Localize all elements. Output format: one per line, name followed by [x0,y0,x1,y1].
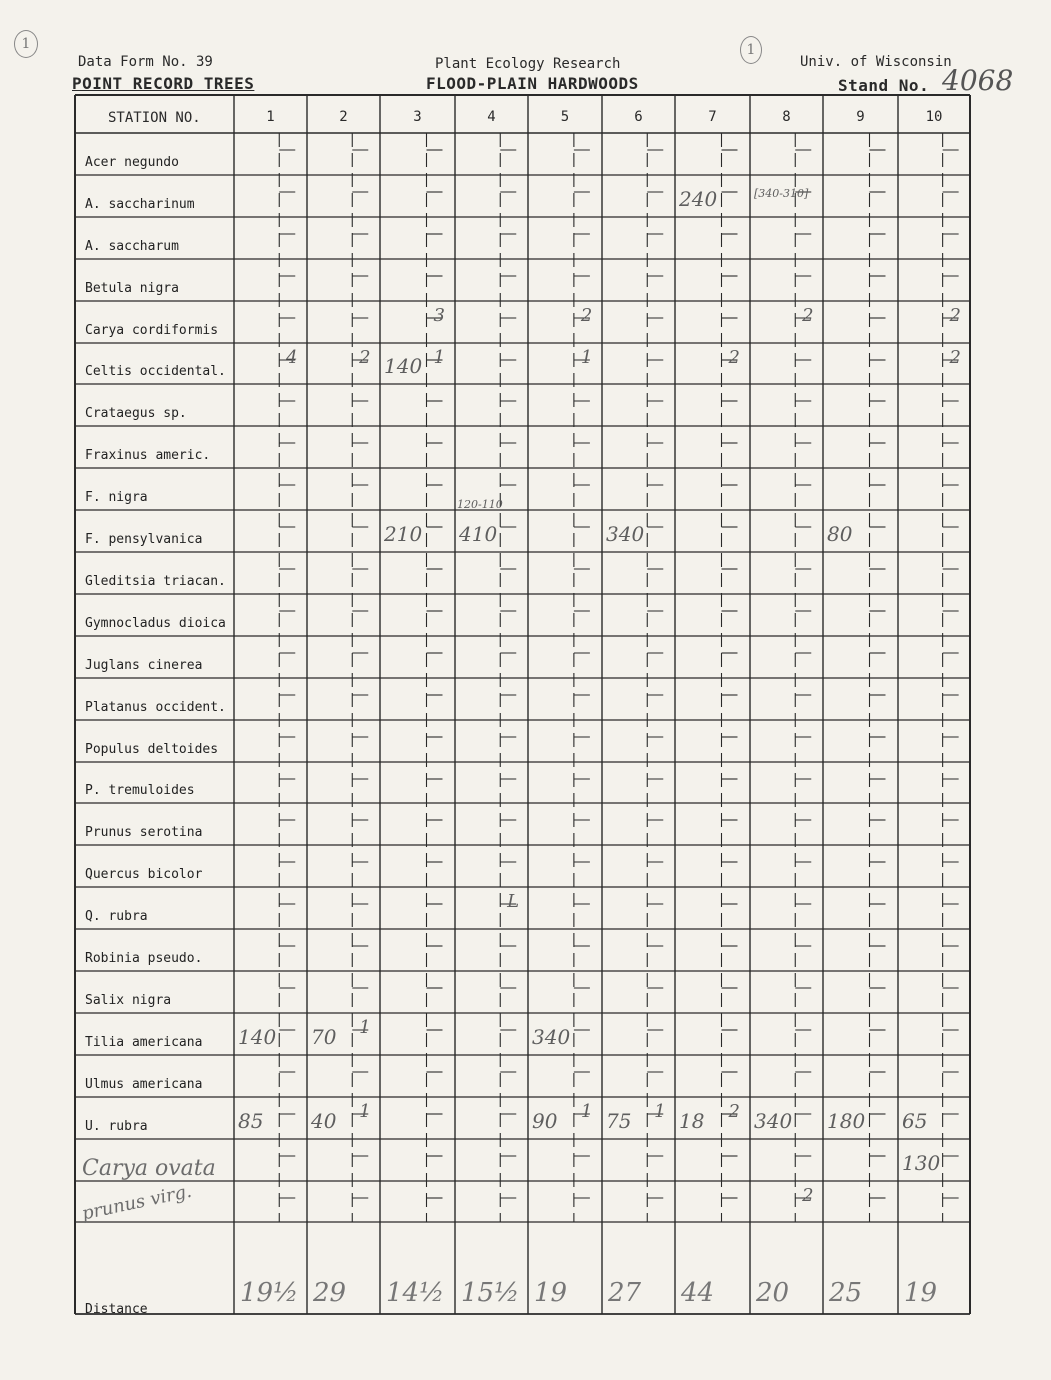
handwritten-species-2: prunus virg. [80,1180,194,1225]
cell-entry: 1 [580,1101,593,1122]
species-label: Gymnocladus dioica [85,616,226,631]
cell-entry: 2 [949,305,961,326]
cell-entry: 65 [902,1109,928,1133]
cell-entry: 210 [384,522,423,546]
species-label: U. rubra [85,1119,148,1134]
distance-label: Distance [85,1302,148,1317]
distance-value-6: 27 [608,1278,642,1308]
cell-entry: 2 [728,1101,740,1122]
university: Univ. of Wisconsin [800,54,952,70]
cell-entry: 70 [311,1025,337,1049]
cell-entry: 2 [949,347,961,368]
station-number-4: 4 [487,109,496,125]
cell-entry: 2 [359,347,371,368]
distance-value-10: 19 [904,1278,938,1308]
species-label: Tilia americana [85,1035,203,1050]
species-label: Populus deltoides [85,742,219,757]
distance-value-3: 14½ [386,1278,445,1308]
cell-entry: 3 [433,305,445,326]
station-number-10: 10 [925,109,943,125]
station-number-2: 2 [339,109,348,125]
cell-entry: 1 [433,347,445,368]
cell-entry: 1 [580,347,593,368]
species-label: A. saccharinum [85,197,195,212]
species-label: F. pensylvanica [85,532,203,547]
organization: Plant Ecology Research [435,56,621,72]
species-label: Platanus occident. [85,700,226,715]
cell-entry: 120-110 [457,498,503,511]
species-label: Ulmus americana [85,1077,203,1092]
distance-value-7: 44 [681,1278,715,1308]
species-label: Acer negundo [85,155,179,170]
cell-entry: 1 [359,1017,371,1038]
cell-entry: 140 [384,354,423,378]
distance-value-8: 20 [756,1278,790,1308]
species-label: Celtis occidental. [85,364,226,379]
cell-entry: 410 [459,522,498,546]
distance-value-2: 29 [313,1278,347,1308]
species-label: Salix nigra [85,993,172,1008]
cell-entry: 4 [286,347,298,368]
cell-entry: 130 [902,1151,941,1175]
cell-entry: 85 [238,1109,264,1133]
form-title: POINT RECORD TREES [72,74,255,93]
station-number-7: 7 [708,109,717,125]
stand-label: Stand No. [838,76,930,95]
form-number: Data Form No. 39 [78,54,213,70]
cell-entry: [340-310] [754,187,809,200]
species-label: P. tremuloides [85,783,195,798]
cell-entry: 2 [580,305,593,326]
station-number-6: 6 [634,109,643,125]
species-label: Carya cordiformis [85,323,219,338]
station-header-label: STATION NO. [108,110,201,126]
station-number-5: 5 [560,109,570,125]
cell-entry: 1 [359,1101,371,1122]
cell-entry: 340 [532,1025,571,1049]
cell-entry: 18 [679,1109,705,1133]
cell-entry: 240 [679,187,718,211]
cell-entry: 180 [827,1109,866,1133]
cell-entry: 40 [311,1109,337,1133]
station-number-1: 1 [266,109,275,125]
cell-entry: 340 [754,1109,793,1133]
circled-mark-text: 1 [746,42,756,58]
station-number-9: 9 [856,109,865,125]
station-number-8: 8 [782,109,791,125]
cell-entry: 2 [802,305,814,326]
form-subtitle: FLOOD-PLAIN HARDWOODS [426,74,639,93]
species-label: Juglans cinerea [85,658,203,673]
species-label: Fraxinus americ. [85,448,211,463]
cell-entry: 140 [238,1025,277,1049]
cell-entry: 340 [606,522,645,546]
species-label: Quercus bicolor [85,867,203,882]
species-label: A. saccharum [85,239,179,254]
circled-mark-text: 1 [21,36,31,52]
distance-value-4: 15½ [461,1278,520,1308]
distance-value-1: 19½ [240,1278,299,1308]
species-label: F. nigra [85,490,148,505]
species-label: Crataegus sp. [85,406,187,421]
cell-entry: 80 [827,522,853,546]
cell-entry: L [507,891,520,912]
distance-value-5: 19 [534,1278,568,1308]
species-label: Gleditsia triacan. [85,574,226,589]
cell-entry: 90 [532,1109,558,1133]
cell-entry: 1 [654,1101,666,1122]
cell-entry: 2 [728,347,740,368]
cell-entry: 2 [802,1185,814,1206]
species-label: Betula nigra [85,281,179,296]
cell-entry: 75 [606,1109,632,1133]
species-label: Prunus serotina [85,825,203,840]
station-number-3: 3 [413,109,422,125]
handwritten-species-1: Carya ovata [82,1156,216,1181]
distance-value-9: 25 [829,1278,863,1308]
stand-number: 4068 [942,64,1014,97]
species-label: Robinia pseudo. [85,951,203,966]
species-label: Q. rubra [85,909,148,924]
